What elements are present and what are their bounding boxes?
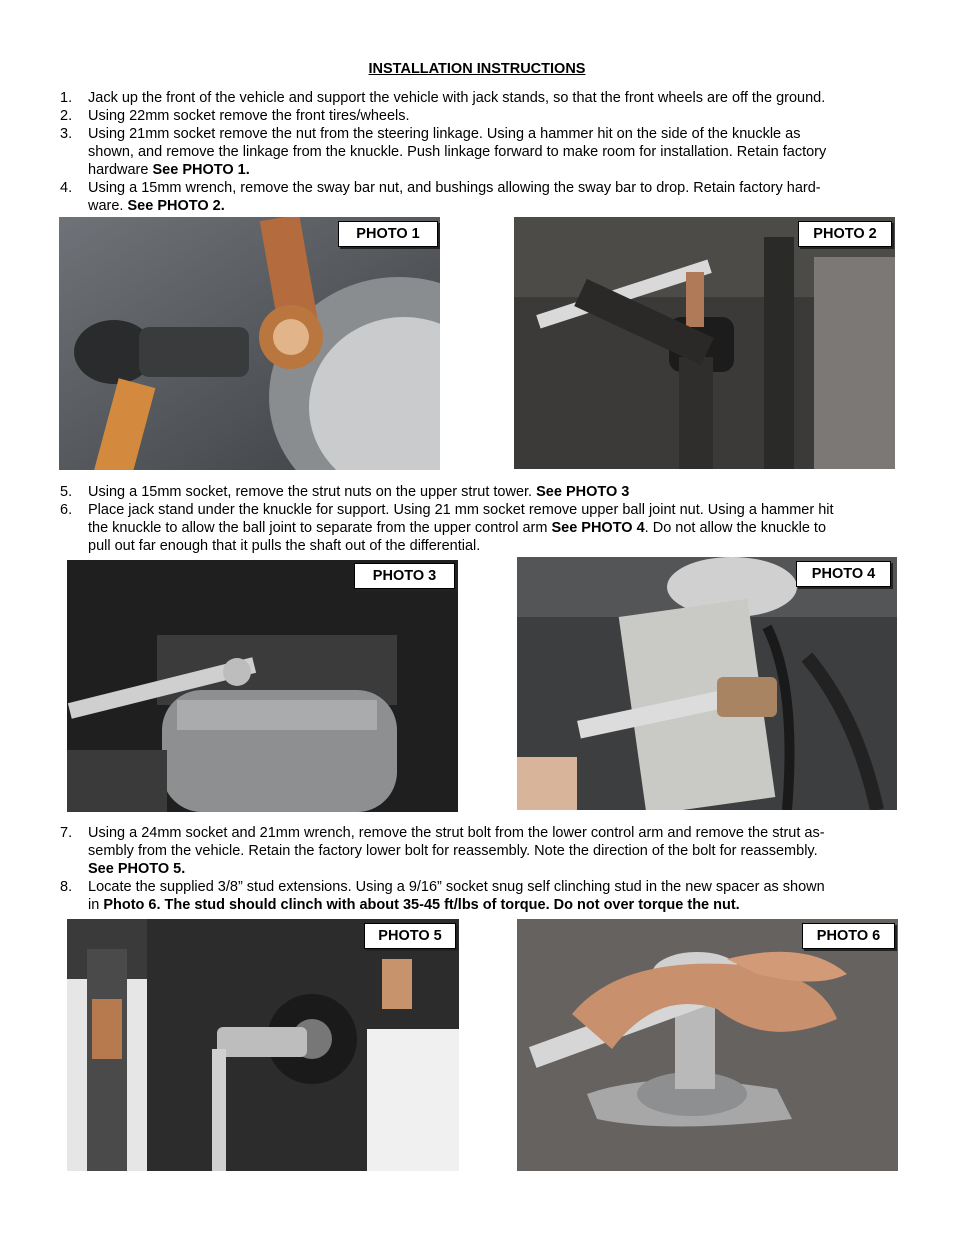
step-text <box>88 125 888 179</box>
photo-reference: See PHOTO 5. <box>88 861 186 877</box>
step-line: Using a 15mm wrench, remove the sway bar nut, and bushings allowing the sway bar to drop. Retain factory hard- <box>88 180 821 196</box>
step-line: pull out far enough that it pulls the shaft out of the differential. <box>88 538 481 554</box>
step-number: 3. <box>60 126 73 142</box>
photo-reference: See PHOTO 2. <box>127 198 225 214</box>
step-text <box>88 501 888 555</box>
step-line: sembly from the vehicle. Retain the factory lower bolt for reassembly. Note the direction of the bolt for reassembly. <box>88 843 818 859</box>
photo-4-image <box>517 557 897 810</box>
photo-reference: See PHOTO 1. <box>152 162 250 178</box>
step-3 <box>0 125 954 179</box>
steps-group-3 <box>0 824 954 914</box>
step-number: 6. <box>60 502 73 518</box>
step-text: Jack up the front of the vehicle and support the vehicle with jack stands, so that the front wheels are off the ground. <box>88 90 826 106</box>
step-text <box>88 878 888 914</box>
step-number: 7. <box>60 825 73 841</box>
photo-reference: See PHOTO 3 <box>536 484 630 500</box>
photo-6-image <box>517 919 898 1171</box>
steps-group-1 <box>0 89 954 215</box>
step-line: Using a 15mm socket, remove the strut nuts on the upper strut tower. <box>88 484 537 500</box>
step-6 <box>0 501 954 555</box>
photo-6-label: PHOTO 6 <box>802 923 895 949</box>
step-number: 5. <box>60 484 73 500</box>
step-number: 1. <box>60 90 73 106</box>
photo-5-label: PHOTO 5 <box>364 923 456 949</box>
step-number: 2. <box>60 108 73 124</box>
step-2 <box>0 107 954 125</box>
step-8 <box>0 878 954 914</box>
photo-3-label: PHOTO 3 <box>354 563 455 589</box>
step-line: in <box>88 897 104 913</box>
step-line: Place jack stand under the knuckle for support. Using 21 mm socket remove upper ball joint nut. Using a hammer hit <box>88 502 834 518</box>
step-line: Using a 24mm socket and 21mm wrench, remove the strut bolt from the lower control arm and remove the strut as- <box>88 825 825 841</box>
photo-reference: Photo 6. The stud should clinch with about 35-45 ft/lbs of torque. Do not over torque the nut. <box>103 897 740 913</box>
step-line: Locate the supplied 3/8” stud extensions. Using a 9/16” socket snug self clinching stud in the new spacer as shown <box>88 879 825 895</box>
step-text <box>88 483 888 501</box>
step-line: the knuckle to allow the ball joint to separate from the upper control arm <box>88 520 552 536</box>
step-line: shown, and remove the linkage from the knuckle. Push linkage forward to make room for installation. Retain factory <box>88 144 827 160</box>
step-1 <box>0 89 954 107</box>
step-line: Using 21mm socket remove the nut from the steering linkage. Using a hammer hit on the side of the knuckle as <box>88 126 801 142</box>
step-5 <box>0 483 954 501</box>
photo-2-label: PHOTO 2 <box>798 221 892 247</box>
step-text <box>88 179 888 215</box>
photo-4-label: PHOTO 4 <box>796 561 891 587</box>
photo-3-image <box>67 560 458 812</box>
step-7 <box>0 824 954 878</box>
photo-1-image <box>59 217 440 470</box>
step-text <box>88 824 888 878</box>
step-line: hardware <box>88 162 153 178</box>
photo-reference: See PHOTO 4 <box>551 520 645 536</box>
step-text: Using 22mm socket remove the front tires/wheels. <box>88 108 410 124</box>
photo-5-image <box>67 919 459 1171</box>
step-line: ware. <box>88 198 128 214</box>
page-title: INSTALLATION INSTRUCTIONS <box>368 61 586 77</box>
step-number: 4. <box>60 180 73 196</box>
photo-1-label: PHOTO 1 <box>338 221 438 247</box>
photo-2-image <box>514 217 895 469</box>
step-4 <box>0 179 954 215</box>
step-number: 8. <box>60 879 73 895</box>
step-line: . Do not allow the knuckle to <box>644 520 827 536</box>
steps-group-2 <box>0 483 954 555</box>
